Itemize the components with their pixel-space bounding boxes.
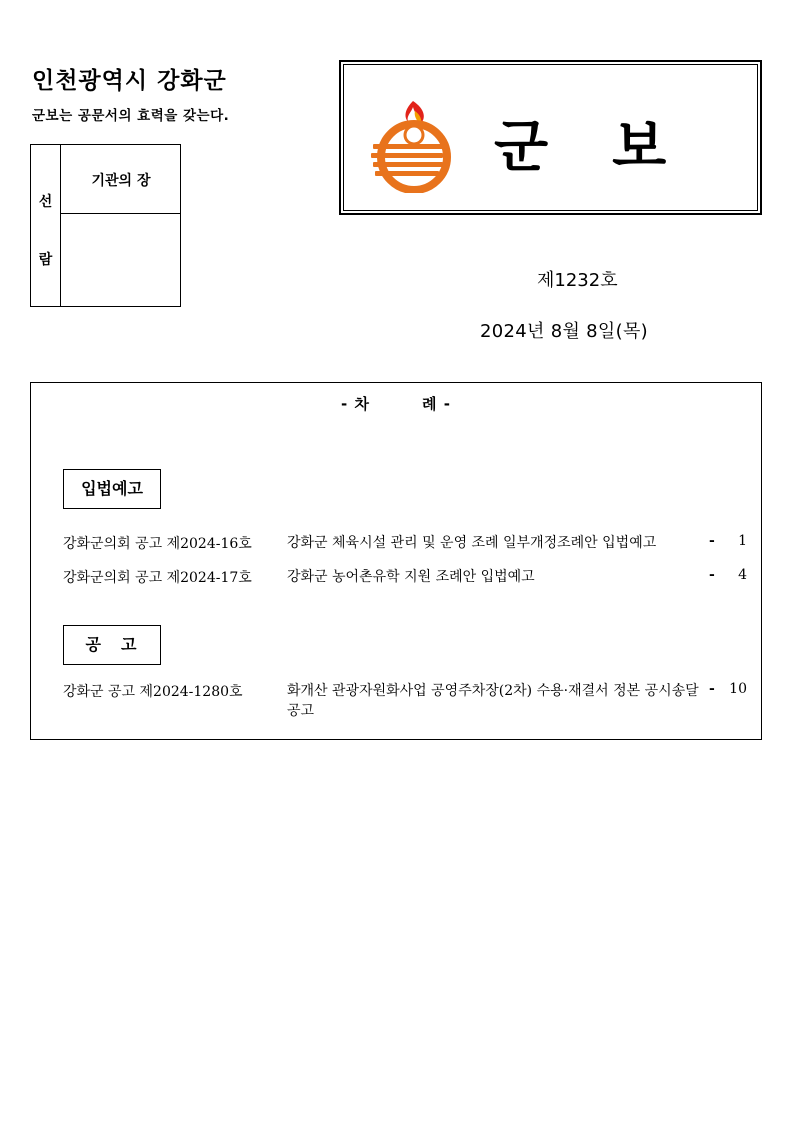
entry-page: 10 [729, 681, 747, 697]
gazette-title: 군보 [494, 115, 731, 180]
section-label-legislative-notice: 입법예고 [63, 469, 161, 509]
entry-page: 1 [738, 533, 747, 549]
gazette-tagline: 군보는 공문서의 효력을 갖는다. [32, 108, 230, 124]
entry-dash: - [709, 681, 715, 697]
entry-source: 강화군의회 공고 제2024-16호 [63, 536, 252, 552]
issue-number: 제1232호 [537, 270, 618, 291]
issue-date: 2024년 8월 8일(목) [480, 321, 648, 342]
entry-title: 화개산 관광자원화사업 공영주차장(2차) 수용·재결서 정본 공시송달공고 [287, 683, 699, 719]
entry-title: 강화군 농어촌유학 지원 조례안 입법예고 [287, 569, 535, 585]
entry-dash: - [709, 533, 715, 549]
masthead [339, 60, 762, 215]
organization-name: 인천광역시 강화군 [32, 68, 227, 94]
entry-source: 강화군 공고 제2024-1280호 [63, 684, 243, 700]
entry-title: 강화군 체육시설 관리 및 운영 조례 일부개정조례안 입법예고 [287, 535, 657, 551]
gangwha-county-emblem-icon [369, 93, 459, 193]
review-label-char: 선 [38, 194, 53, 210]
review-label-column [31, 145, 61, 306]
review-box [30, 144, 181, 307]
table-of-contents [30, 382, 762, 740]
entry-dash: - [709, 567, 715, 583]
toc-title [31, 393, 761, 414]
section-label-public-notice: 공고 [63, 625, 161, 665]
review-label-char: 람 [38, 252, 53, 268]
agency-head-cell: 기관의 장 [61, 145, 181, 214]
entry-source: 강화군의회 공고 제2024-17호 [63, 570, 252, 586]
toc-title-left: - 차 [341, 395, 370, 413]
entry-page: 4 [738, 567, 747, 583]
toc-title-right: 례 - [422, 395, 451, 413]
